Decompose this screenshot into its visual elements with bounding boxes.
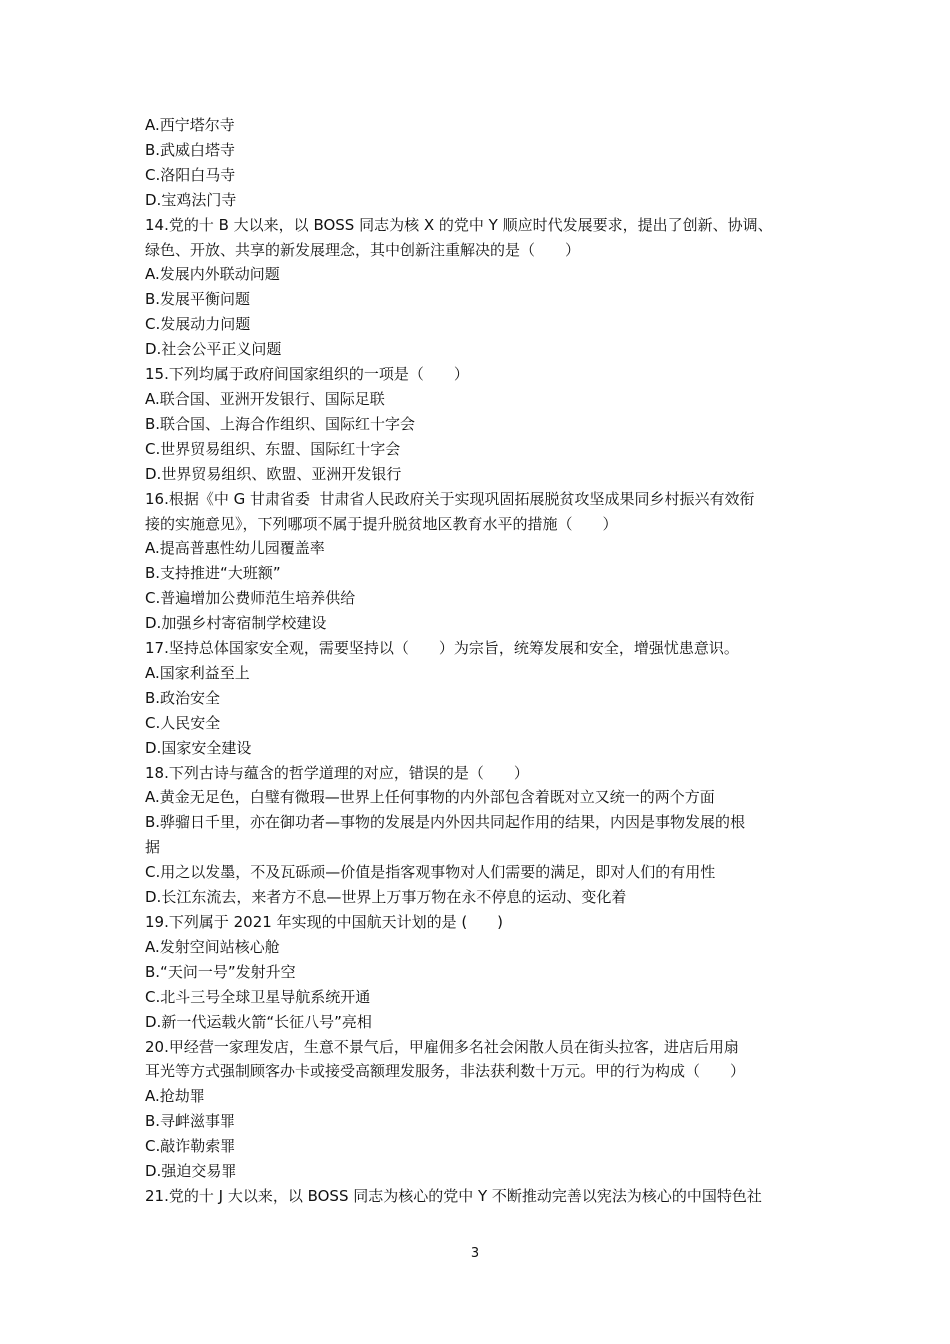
- option-line: D.新一代运载火箭“长征八号”亮相: [145, 1012, 372, 1031]
- option-line: C.用之以发墨，不及瓦砾顽—价值是指客观事物对人们需要的满足，即对人们的有用性: [145, 863, 716, 882]
- option-line: B.“天问一号”发射升空: [145, 962, 296, 981]
- question-18-text: 18.下列古诗与蕴含的哲学道理的对应，错误的是（ ）: [145, 763, 529, 782]
- option-line: A.黄金无足色，白璧有微瑕—世界上任何事物的内外部包含着既对立又统一的两个方面: [145, 788, 715, 807]
- option-line: C.敲诈勒索罪: [145, 1137, 236, 1156]
- option-line: A.提高普惠性幼儿园覆盖率: [145, 539, 325, 558]
- question-21-text: 21.党的十 J 大以来，以 BOSS 同志为核心的党中 Y 不断推动完善以宪法为核心的中国特色社: [145, 1186, 762, 1205]
- option-line: B.政治安全: [145, 688, 221, 707]
- question-16-text: 16.根据《中 G 甘肃省委 甘肃省人民政府关于实现巩固拓展脱贫攻坚成果同乡村振兴有效衔: [145, 489, 755, 508]
- option-line: A.发展内外联动问题: [145, 265, 280, 284]
- option-line: D.宝鸡法门寺: [145, 190, 237, 209]
- option-line: B.寻衅滋事罪: [145, 1112, 236, 1131]
- question-14-text: 绿色、开放、共享的新发展理念，其中创新注重解决的是（ ）: [145, 240, 581, 259]
- option-line: D.国家安全建设: [145, 738, 252, 757]
- question-15-text: 15.下列均属于政府间国家组织的一项是（ ）: [145, 365, 469, 384]
- option-line: D.加强乡村寄宿制学校建设: [145, 614, 327, 633]
- option-line: D.长江东流去，来者方不息—世界上万事万物在永不停息的运动、变化着: [145, 888, 627, 907]
- question-20-text: 20.甲经营一家理发店，生意不景气后，甲雇佣多名社会闲散人员在街头拉客，进店后用扇: [145, 1037, 739, 1056]
- option-line: C.发展动力问题: [145, 315, 251, 334]
- option-line: C.北斗三号全球卫星导航系统开通: [145, 987, 371, 1006]
- option-line: B.发展平衡问题: [145, 290, 251, 309]
- question-20-text: 耳光等方式强制顾客办卡或接受高额理发服务，非法获利数十万元。甲的行为构成（ ）: [145, 1062, 746, 1081]
- question-19-text: 19.下列属于 2021 年实现的中国航天计划的是 ( ): [145, 913, 504, 931]
- page-number: 3: [470, 1246, 480, 1261]
- option-line: A.发射空间站核心舱: [145, 937, 280, 956]
- page-content: [145, 113, 815, 1209]
- question-16-text: 接的实施意见》，下列哪项不属于提升脱贫地区教育水平的措施（ ）: [145, 514, 618, 533]
- option-line: A.抢劫罪: [145, 1087, 205, 1106]
- question-17-text: 17.坚持总体国家安全观，需要坚持以（ ）为宗旨，统筹发展和安全，增强忧患意识。: [145, 639, 739, 658]
- option-line: C.普遍增加公费师范生培养供给: [145, 589, 356, 608]
- option-line: A.西宁塔尔寺: [145, 116, 235, 134]
- option-line: 据: [145, 838, 161, 857]
- option-line: D.世界贸易组织、欧盟、亚洲开发银行: [145, 464, 402, 483]
- option-line: B.支持推进“大班额”: [145, 564, 281, 583]
- option-line: C.人民安全: [145, 713, 221, 732]
- option-line: B.联合国、上海合作组织、国际红十字会: [145, 414, 416, 433]
- option-line: A.国家利益至上: [145, 663, 250, 682]
- option-line: C.洛阳白马寺: [145, 165, 236, 184]
- option-line: A.联合国、亚洲开发银行、国际足联: [145, 389, 385, 408]
- option-line: B.武威白塔寺: [145, 140, 236, 159]
- option-line: D.社会公平正义问题: [145, 340, 282, 359]
- option-line: C.世界贸易组织、东盟、国际红十字会: [145, 439, 401, 458]
- option-line: B.骅骝日千里，亦在御功者—事物的发展是内外因共同起作用的结果，内因是事物发展的根: [145, 813, 746, 832]
- question-14-text: 14.党的十 B 大以来，以 BOSS 同志为核 X 的党中 Y 顺应时代发展要求，提出了创新、协调、: [145, 215, 773, 234]
- option-line: D.强迫交易罪: [145, 1162, 237, 1181]
